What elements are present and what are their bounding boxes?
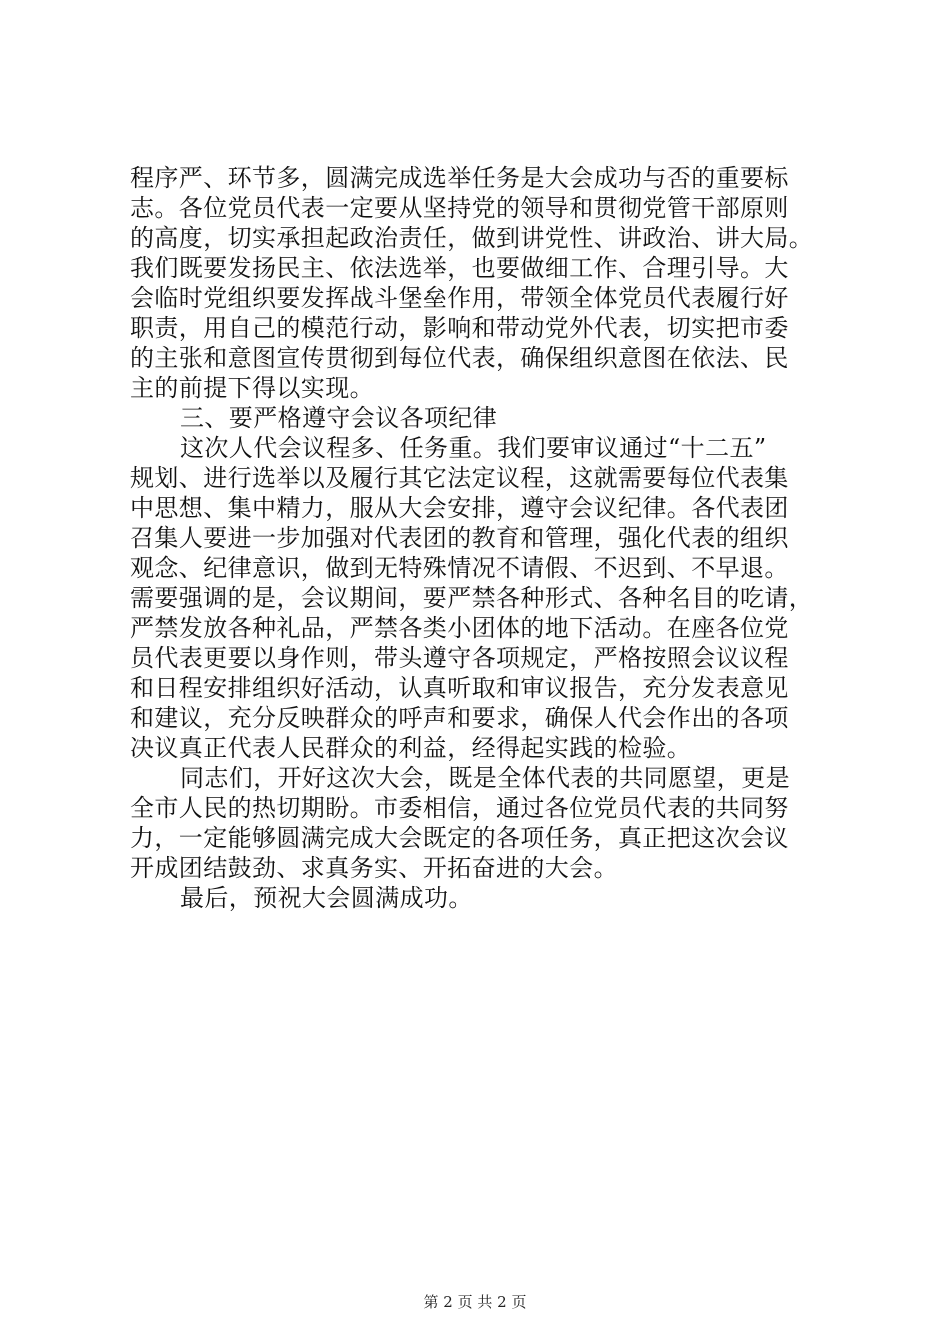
- text-line: 严禁发放各种礼品，严禁各类小团体的地下活动。在座各位党: [130, 614, 789, 642]
- text-line: 我们既要发扬民主、依法选举，也要做细工作、合理引导。大: [130, 254, 789, 282]
- text-line: 职责，用自己的模范行动，影响和带动党外代表，切实把市委: [130, 314, 789, 342]
- page-footer: 第 2 页 共 2 页: [423, 1293, 527, 1311]
- paragraph-first-line: 这次人代会议程多、任务重。我们要审议通过“十二五”: [180, 434, 767, 462]
- text-line: 中思想、集中精力，服从大会安排，遵守会议纪律。各代表团: [130, 494, 789, 522]
- text-line: 力，一定能够圆满完成大会既定的各项任务，真正把这次会议: [130, 824, 789, 852]
- text-line: 规划、进行选举以及履行其它法定议程，这就需要每位代表集: [130, 464, 789, 492]
- text-line: 程序严、环节多，圆满完成选举任务是大会成功与否的重要标: [130, 164, 789, 192]
- text-line: 和建议，充分反映群众的呼声和要求，确保人代会作出的各项: [130, 704, 789, 732]
- paragraph-first-line: 三、要严格遵守会议各项纪律: [180, 404, 498, 432]
- document-body: [130, 163, 842, 913]
- text-line: 召集人要进一步加强对代表团的教育和管理，强化代表的组织: [130, 524, 789, 552]
- text-line: 的主张和意图宣传贯彻到每位代表，确保组织意图在依法、民: [130, 344, 789, 372]
- text-line: 的高度，切实承担起政治责任，做到讲党性、讲政治、讲大局。: [130, 224, 814, 252]
- text-line: 全市人民的热切期盼。市委相信，通过各位党员代表的共同努: [130, 794, 789, 822]
- text-line: 决议真正代表人民群众的利益，经得起实践的检验。: [130, 734, 692, 762]
- text-line: 主的前提下得以实现。: [130, 374, 374, 402]
- text-line: 观念、纪律意识，做到无特殊情况不请假、不迟到、不早退。: [130, 554, 789, 582]
- paragraph-first-line: 最后，预祝大会圆满成功。: [180, 884, 473, 912]
- text-line: 会临时党组织要发挥战斗堡垒作用，带领全体党员代表履行好: [130, 284, 789, 312]
- text-line: 需要强调的是，会议期间，要严禁各种形式、各种名目的吃请，: [130, 584, 814, 612]
- text-line: 志。各位党员代表一定要从坚持党的领导和贯彻党管干部原则: [130, 194, 789, 222]
- text-line: 开成团结鼓劲、求真务实、开拓奋进的大会。: [130, 854, 618, 882]
- text-line: 和日程安排组织好活动，认真听取和审议报告，充分发表意见: [130, 674, 789, 702]
- paragraph-first-line: 同志们，开好这次大会，既是全体代表的共同愿望，更是: [180, 764, 790, 792]
- text-line: 员代表更要以身作则，带头遵守各项规定，严格按照会议议程: [130, 644, 789, 672]
